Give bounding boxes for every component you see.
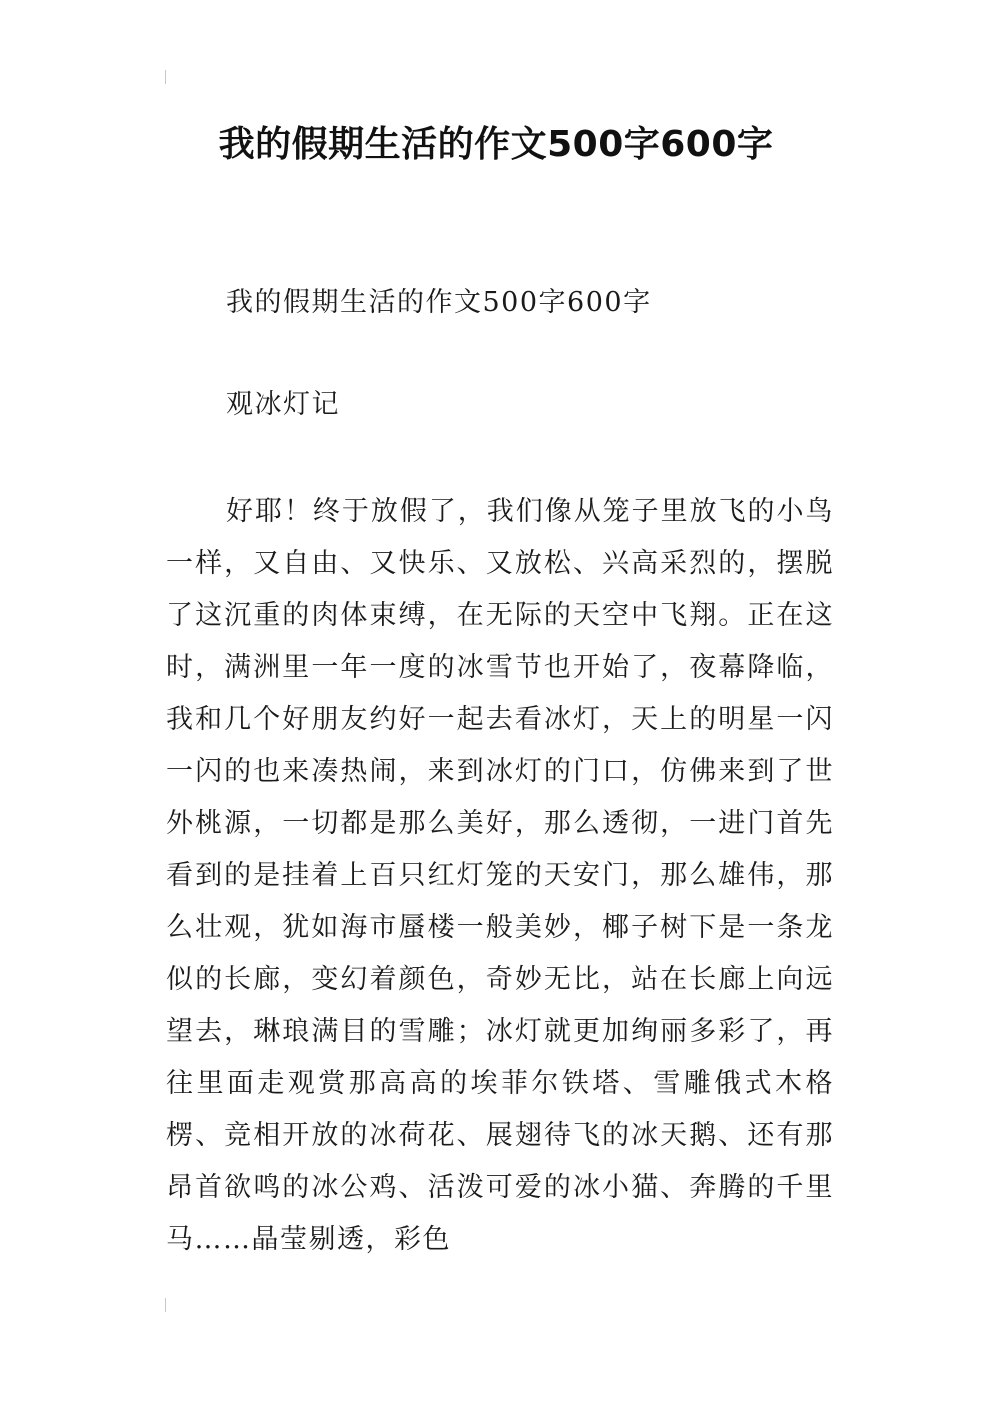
page-corner-mark-bottom <box>165 1298 166 1312</box>
body-paragraph: 好耶！终于放假了，我们像从笼子里放飞的小鸟一样，又自由、又快乐、又放松、兴高采烈的，摆脱了这沉重的肉体束缚，在无际的天空中飞翔。正在这时，满洲里一年一度的冰雪节也开始了，夜幕降临，我和几个好朋友约好一起去看冰灯，天上的明星一闪一闪的也来凑热闹，来到冰灯的门口，仿佛来到了世外桃源，一切都是那么美好，那么透彻，一进门首先看到的是挂着上百只红灯笼的天安门，那么雄伟，那么壮观，犹如海市蜃楼一般美妙，椰子树下是一条龙似的长廊，变幻着颜色，奇妙无比，站在长廊上向远望去，琳琅满目的雪雕；冰灯就更加绚丽多彩了，再往里面走观赏那高高的埃菲尔铁塔、雪雕俄式木格楞、竞相开放的冰荷花、展翅待飞的冰天鹅、还有那昂首欲鸣的冰公鸡、活泼可爱的冰小猫、奔腾的千里马……晶莹剔透，彩色 <box>166 496 834 1255</box>
page-corner-mark-top <box>165 70 166 84</box>
document-subtitle: 我的假期生活的作文500字600字 <box>226 287 652 318</box>
document-title: 我的假期生活的作文500字600字 <box>218 124 774 165</box>
section-heading: 观冰灯记 <box>226 389 340 420</box>
